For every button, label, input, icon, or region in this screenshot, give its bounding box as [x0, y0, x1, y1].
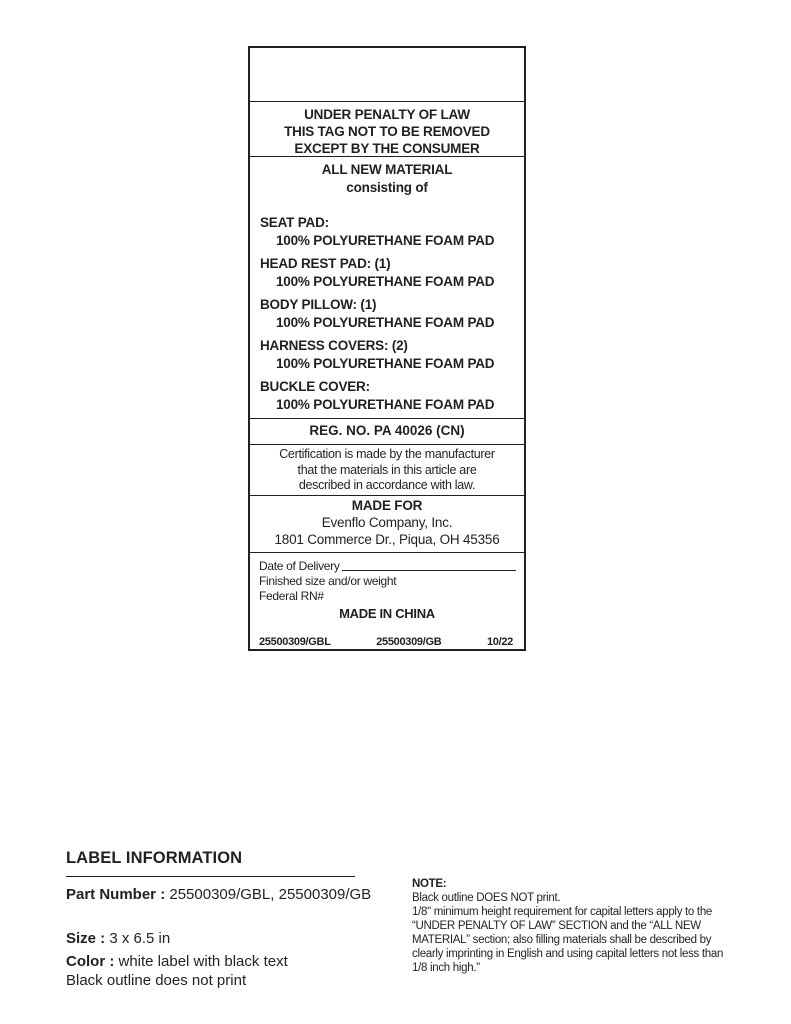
- revision-date: 10/22: [486, 636, 513, 648]
- component-harness-covers: [250, 337, 524, 372]
- note-line: MATERIAL” section; also filling materials shall be described by: [412, 934, 712, 946]
- made-for-heading: MADE FOR: [351, 498, 423, 513]
- component-body-pillow: [250, 296, 524, 331]
- part-number-value: 25500309/GBL, 25500309/GB: [165, 886, 372, 903]
- law-line: UNDER PENALTY OF LAW: [304, 107, 470, 122]
- company-address: 1801 Commerce Dr., Piqua, OH 45356: [274, 532, 500, 547]
- component-name: HEAD REST PAD: (1): [260, 256, 391, 271]
- law-tag: [248, 46, 526, 651]
- made-for-section: [250, 496, 524, 553]
- component-name: SEAT PAD:: [260, 215, 329, 230]
- certification-statement: [250, 445, 524, 496]
- label-info-title: LABEL INFORMATION: [66, 849, 243, 867]
- material-section: [250, 157, 524, 419]
- note-line: 1/8" minimum height requirement for capital letters apply to the: [412, 906, 713, 918]
- part-code: 25500309/GBL: [259, 636, 331, 648]
- registration-number: REG. NO. PA 40026 (CN): [250, 419, 524, 445]
- company-name: Evenflo Company, Inc.: [321, 515, 453, 530]
- size-value: 3 x 6.5 in: [105, 930, 171, 947]
- component-content: 100% POLYURETHANE FOAM PAD: [276, 232, 495, 248]
- label-info-divider: [66, 876, 355, 877]
- tag-blank-area: [250, 48, 524, 102]
- law-warning: [250, 102, 524, 157]
- component-name: BUCKLE COVER:: [260, 379, 370, 394]
- cert-line: described in accordance with law.: [298, 478, 476, 493]
- delivery-label: Date of Delivery: [259, 559, 340, 573]
- component-content: 100% POLYURETHANE FOAM PAD: [276, 355, 495, 371]
- cert-line: that the materials in this article are: [297, 462, 477, 477]
- tag-footer: [250, 553, 524, 649]
- component-content: 100% POLYURETHANE FOAM PAD: [276, 396, 495, 412]
- made-in-label: MADE IN CHINA: [339, 606, 435, 621]
- component-head-rest-pad: [250, 255, 524, 290]
- part-codes: [259, 635, 524, 650]
- color-label: Color :: [66, 953, 115, 970]
- size-row: [66, 930, 170, 948]
- component-name: HARNESS COVERS: (2): [260, 338, 408, 353]
- component-seat-pad: [250, 214, 524, 249]
- note-line: “UNDER PENALTY OF LAW” SECTION and the “ALL NEW: [412, 920, 701, 932]
- color-row: [66, 953, 288, 971]
- component-buckle-cover: [250, 378, 524, 413]
- cert-line: Certification is made by the manufacturer: [279, 447, 495, 461]
- delivery-line: [342, 570, 516, 571]
- note-line: Black outline DOES NOT print.: [412, 892, 561, 904]
- note-line: clearly imprinting in English and using capital letters not less than: [412, 948, 724, 960]
- note-title: NOTE:: [412, 878, 447, 890]
- delivery-row: [259, 559, 524, 574]
- part-code: 25500309/GB: [376, 636, 442, 648]
- outline-note: Black outline does not print: [66, 972, 247, 989]
- component-content: 100% POLYURETHANE FOAM PAD: [276, 314, 495, 330]
- note-line: 1/8 inch high.”: [412, 962, 480, 974]
- material-subheading: consisting of: [346, 179, 428, 195]
- federal-rn-label: Federal RN#: [259, 589, 324, 603]
- component-content: 100% POLYURETHANE FOAM PAD: [276, 273, 495, 289]
- law-line: THIS TAG NOT TO BE REMOVED: [284, 124, 490, 139]
- size-weight-label: Finished size and/or weight: [259, 574, 397, 588]
- size-label: Size :: [66, 930, 106, 947]
- note-block: [412, 877, 750, 975]
- part-number-label: Part Number :: [66, 886, 166, 903]
- component-name: BODY PILLOW: (1): [260, 297, 377, 312]
- material-heading: ALL NEW MATERIAL: [321, 162, 453, 177]
- law-line: EXCEPT BY THE CONSUMER: [294, 141, 480, 156]
- part-number-row: [66, 886, 371, 904]
- color-value: white label with black text: [114, 953, 288, 970]
